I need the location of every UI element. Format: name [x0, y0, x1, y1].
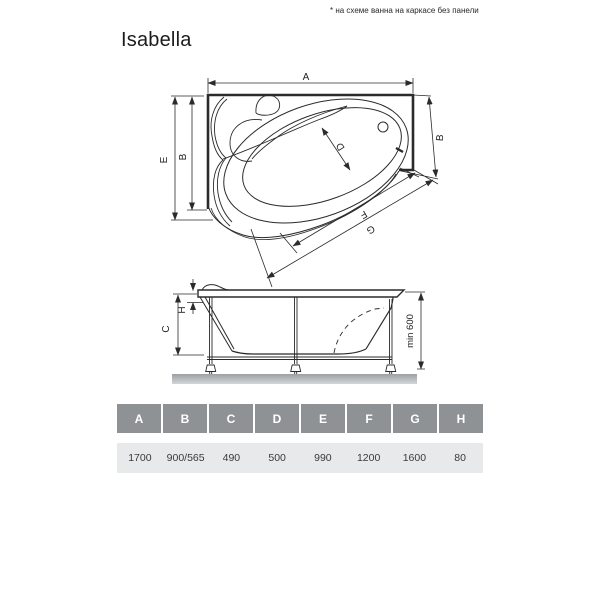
table-header-row — [117, 404, 483, 433]
table-value-f: 1200 — [356, 452, 381, 464]
table-value-d: 500 — [268, 452, 286, 464]
bowl-floor-oval — [229, 88, 414, 226]
table-header-h: H — [439, 404, 483, 433]
dim-label-c: C — [161, 325, 172, 333]
frame-rail — [207, 357, 392, 360]
dimension-table — [117, 404, 483, 473]
table-value-row — [117, 443, 483, 473]
drain-icon — [378, 122, 388, 132]
tub-bottom — [232, 349, 366, 354]
top-view — [207, 76, 426, 247]
rim-bump — [202, 285, 229, 290]
page-title: Isabella — [121, 29, 192, 51]
frame-foot-left — [206, 365, 216, 374]
dim-label-b-right: B — [434, 133, 447, 142]
dim-label-e: E — [159, 156, 170, 164]
dim-label-b-left: B — [178, 153, 189, 161]
frame-foot-middle — [291, 365, 301, 374]
table-header-f: F — [347, 404, 391, 433]
table-value-h: 80 — [454, 452, 466, 464]
dim-label-a: A — [302, 72, 310, 83]
table-value-g: 1600 — [402, 452, 427, 464]
top-view-dimension-labels — [159, 72, 446, 236]
side-view-dimension-labels — [161, 306, 416, 348]
headrest-curl — [256, 95, 280, 115]
dim-label-d: D — [334, 140, 348, 153]
ground — [172, 374, 417, 384]
tub-right-wall — [366, 298, 393, 350]
dim-g-line — [267, 180, 433, 278]
rim-profile — [198, 290, 404, 297]
top-view-dimensions — [171, 78, 438, 287]
dim-label-g: G — [364, 222, 377, 236]
dim-f-line — [293, 173, 415, 246]
table-header-d: D — [255, 404, 299, 433]
side-view — [172, 285, 417, 384]
footnote: * на схеме ванна на каркасе без панели — [330, 6, 479, 15]
tub-left-wall — [200, 297, 234, 351]
table-header-e: E — [301, 404, 345, 433]
headrest-ledge — [223, 106, 347, 159]
frame-foot-right — [386, 365, 396, 374]
table-header-g: G — [393, 404, 437, 433]
seat-dashed-line — [334, 308, 384, 353]
bowl-rim-oval — [207, 76, 426, 247]
table-header-b: B — [163, 404, 207, 433]
table-value-c: 490 — [222, 452, 241, 464]
dim-label-f: F — [357, 207, 369, 221]
table-value-a: 1700 — [128, 452, 152, 464]
dim-label-h: H — [177, 306, 188, 314]
table-value-b: 900/565 — [166, 452, 205, 464]
table-header-c: C — [209, 404, 253, 433]
left-scallop — [211, 97, 230, 226]
table-header-a: A — [117, 404, 161, 433]
table-value-e: 990 — [314, 452, 332, 464]
dim-label-min-height: min 600 — [405, 314, 416, 348]
